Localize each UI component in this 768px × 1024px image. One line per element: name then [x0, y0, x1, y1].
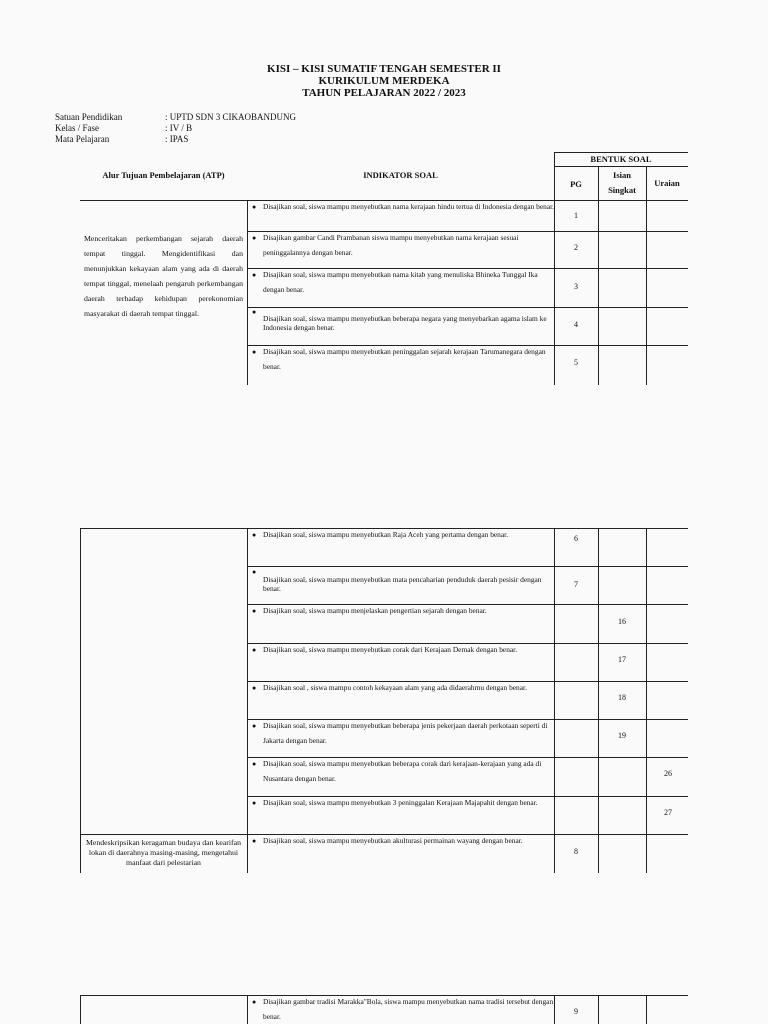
- isian-number: 17: [618, 655, 626, 664]
- doc-subtitle-curriculum: KURIKULUM MERDEKA: [318, 75, 450, 87]
- indikator-row: ● Disajikan soal, siswa mampu menyebutkan mata pencaharian penduduk daerah pesisir dengan benar.: [252, 568, 542, 593]
- column-header-atp: Alur Tujuan Pembelajaran (ATP): [102, 170, 225, 180]
- meta-value: : IV / B: [165, 123, 193, 133]
- column-header-pg: PG: [570, 179, 582, 189]
- pg-number: 1: [574, 211, 578, 220]
- indikator-row: ● Disajikan soal, siswa mampu menyebutkan beberapa corak dari kerajaan-kerajaan yang ada di Nusantara dengan benar.: [252, 759, 542, 783]
- indikator-row: ● Disajikan soal, siswa mampu menyebutkan nama kerajaan hindu tertua di Indonesia dengan benar.: [252, 202, 555, 211]
- pg-number: 3: [574, 282, 578, 291]
- pg-number: 4: [574, 320, 578, 329]
- column-header-indikator: INDIKATOR SOAL: [363, 170, 438, 180]
- pg-number: 7: [574, 580, 578, 589]
- column-header-isian: Isian: [613, 170, 631, 180]
- isian-number: 16: [618, 617, 626, 626]
- column-header-bentuk-soal: BENTUK SOAL: [590, 154, 652, 164]
- isian-number: 18: [618, 693, 626, 702]
- atp-cell-2: Mendeskripsikan keragaman budaya dan kearifan lokan di daerahnya masing-masing, mengetahui manfaat dari pelestarian: [85, 838, 241, 867]
- indikator-row: ● Disajikan soal, siswa mampu menyebutkan beberapa jenis pekerjaan daerah perkotaan seperti di Jakarta dengan benar.: [252, 721, 548, 745]
- indikator-row: ● Disajikan soal, siswa mampu menyebutkan 3 peninggalan Kerajaan Majapahit dengan benar.: [252, 798, 538, 807]
- indikator-row: ● Disajikan gambar Candi Prambanan siswa mampu menyebutkan nama kerajaan sesuai peninggalannya dengan benar.: [252, 233, 519, 257]
- doc-title: KISI – KISI SUMATIF TENGAH SEMESTER II: [267, 63, 501, 75]
- pg-number: 2: [574, 243, 578, 252]
- column-header-singkat: Singkat: [608, 185, 636, 195]
- meta-value: : IPAS: [165, 134, 189, 144]
- meta-value: : UPTD SDN 3 CIKAOBANDUNG: [165, 112, 297, 122]
- indikator-row: ● Disajikan soal, siswa mampu menyebutkan nama kitab yang menuliska Bhineka Tunggal Ika dengan benar.: [252, 270, 538, 294]
- uraian-number: 26: [664, 769, 672, 778]
- doc-subtitle-year: TAHUN PELAJARAN 2022 / 2023: [302, 87, 466, 99]
- pg-number: 5: [574, 358, 578, 367]
- indikator-row: ● Disajikan soal, siswa mampu menjelaskan pengertian sejarah dengan benar.: [252, 606, 487, 615]
- meta-label: Mata Pelajaran: [55, 134, 110, 144]
- uraian-number: 27: [664, 808, 672, 817]
- indikator-row: ● Disajikan soal, siswa mampu menyebutkan corak dari Kerajaan Demak dengan benar.: [252, 645, 518, 654]
- indikator-row: ● Disajikan gambar tradisi Marakka"Bola, siswa mampu menyebutkan nama tradisi tersebut dengan benar.: [252, 997, 554, 1021]
- pg-number: 8: [574, 847, 578, 856]
- pg-number: 9: [574, 1007, 578, 1016]
- indikator-row: ● Disajikan soal , siswa mampu contoh kekayaan alam yang ada didaerahmu dengan benar.: [252, 683, 527, 692]
- atp-cell-1: Menceritakan perkembangan sejarah daerah tempat tinggal. Mengidentifikasi dan menunjukkan kekayaan alam yang ada di daerah tempat tinggal, menelaah pengaruh perkembangan daerah terhadap kehidupan perekonomian masyarakat di daerah tempat tinggal.: [84, 234, 243, 318]
- indikator-row: ● Disajikan soal, siswa mampu menyebutkan peninggalan sejarah kerajaan Tarumanegara dengan benar.: [252, 347, 546, 371]
- pg-number: 6: [574, 534, 578, 543]
- meta-label: Kelas / Fase: [55, 123, 99, 133]
- indikator-row: ● Disajikan soal, siswa mampu menyebutkan akulturasi permainan wayang dengan benar.: [252, 836, 523, 845]
- indikator-row: ● Disajikan soal, siswa mampu menyebutkan beberapa negara yang menyebarkan agama islam ke Indonesia dengan benar.: [252, 308, 547, 332]
- meta-label: Satuan Pendidikan: [55, 112, 123, 122]
- isian-number: 19: [618, 731, 626, 740]
- column-header-uraian: Uraian: [654, 178, 680, 188]
- indikator-row: ● Disajikan soal, siswa mampu menyebutkan Raja Aceh yang pertama dengan benar.: [252, 530, 509, 539]
